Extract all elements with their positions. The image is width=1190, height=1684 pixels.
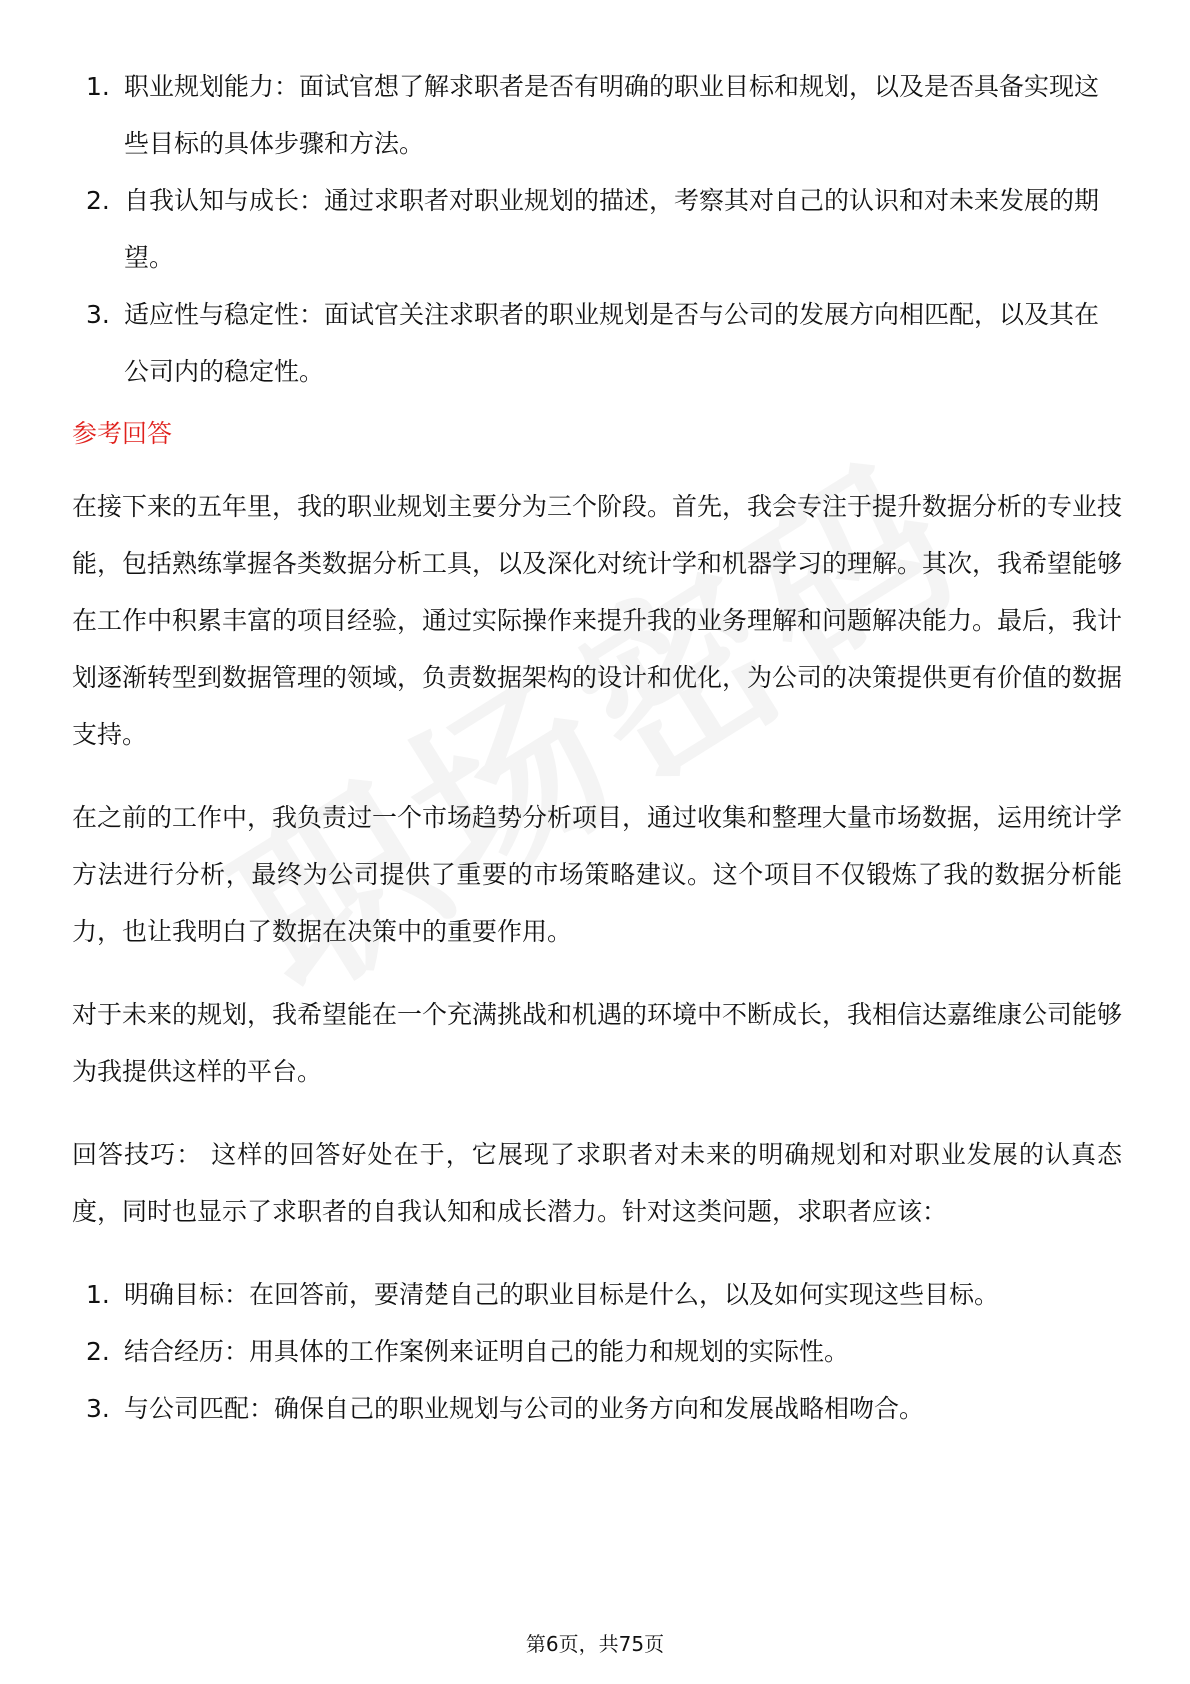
list-item (72, 58, 1122, 172)
list-item-number: 3. (86, 1394, 110, 1423)
list-item-text: 自我认知与成长：通过求职者对职业规划的描述，考察其对自己的认识和对未来发展的期望。 (124, 186, 1100, 272)
list-item-number: 2. (86, 186, 110, 215)
top-numbered-list (72, 58, 1122, 400)
page-content (72, 58, 1122, 1437)
list-item (72, 1266, 1122, 1323)
list-item-number: 2. (86, 1337, 110, 1366)
bottom-numbered-list (72, 1266, 1122, 1437)
answer-paragraph: 在接下来的五年里，我的职业规划主要分为三个阶段。首先，我会专注于提升数据分析的专业技能，包括熟练掌握各类数据分析工具，以及深化对统计学和机器学习的理解。其次，我希望能够在工作中积累丰富的项目经验，通过实际操作来提升我的业务理解和问题解决能力。最后，我计划逐渐转型到数据管理的领域，负责数据架构的设计和优化，为公司的决策提供更有价值的数据支持。 (72, 492, 1123, 749)
answer-paragraph: 对于未来的规划，我希望能在一个充满挑战和机遇的环境中不断成长，我相信达嘉维康公司能够为我提供这样的平台。 (72, 1000, 1123, 1086)
list-item (72, 172, 1122, 286)
tips-paragraph: 回答技巧： 这样的回答好处在于，它展现了求职者对未来的明确规划和对职业发展的认真态度，同时也显示了求职者的自我认知和成长潜力。针对这类问题，求职者应该： (72, 1140, 1122, 1226)
list-item (72, 286, 1122, 400)
section-title: 参考回答 (72, 419, 173, 448)
list-item-number: 1. (86, 1280, 110, 1309)
list-item-text: 明确目标：在回答前，要清楚自己的职业目标是什么，以及如何实现这些目标。 (124, 1280, 1000, 1309)
list-item (72, 1323, 1122, 1380)
list-item (72, 1380, 1122, 1437)
list-item-number: 1. (86, 72, 110, 101)
answer-paragraph: 在之前的工作中，我负责过一个市场趋势分析项目，通过收集和整理大量市场数据，运用统计学方法进行分析，最终为公司提供了重要的市场策略建议。这个项目不仅锻炼了我的数据分析能力，也让我明白了数据在决策中的重要作用。 (72, 803, 1123, 946)
list-item-text: 适应性与稳定性：面试官关注求职者的职业规划是否与公司的发展方向相匹配，以及其在公司内的稳定性。 (124, 300, 1100, 386)
list-item-text: 职业规划能力：面试官想了解求职者是否有明确的职业目标和规划，以及是否具备实现这些目标的具体步骤和方法。 (124, 72, 1100, 158)
list-item-number: 3. (86, 300, 110, 329)
list-item-text: 与公司匹配：确保自己的职业规划与公司的业务方向和发展战略相吻合。 (124, 1394, 925, 1423)
list-item-text: 结合经历：用具体的工作案例来证明自己的能力和规划的实际性。 (124, 1337, 850, 1366)
page-footer: 第6页，共75页 (525, 1632, 665, 1656)
